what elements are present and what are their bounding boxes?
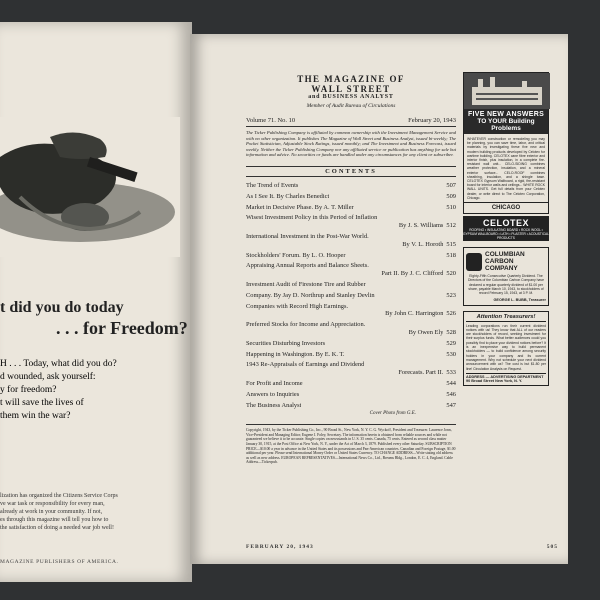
chicago-label: CHICAGO — [464, 202, 548, 213]
ad-body-line: y for freedom? — [0, 385, 57, 395]
contents-entry[interactable] — [246, 214, 456, 222]
contents-page-number: 544 — [446, 379, 456, 387]
contents-title: The Trend of Events — [246, 181, 299, 189]
contents-entry[interactable] — [246, 182, 456, 190]
contents-entry[interactable] — [246, 193, 456, 201]
contents-heading: CONTENTS — [246, 166, 456, 177]
contents-author-row — [246, 270, 456, 278]
contents-page-number: 512 — [446, 222, 456, 230]
celotex-products: ROOFING • INSULATING BOARD • ROCK WOOL • GYPSUM WALLBOARD • LATH • PLASTER • ACOUSTICAL PRODUCTS — [463, 228, 549, 241]
columbian-name-line-1: COLUMBIAN — [485, 251, 525, 259]
magazine-subtitle: and BUSINESS ANALYST — [308, 94, 394, 100]
contents-title: Market in Decisive Phase. By A. T. Miller — [246, 203, 354, 211]
contents-author: By John C. Harrington — [385, 310, 444, 318]
cover-credit: Cover Photo from G.E. — [369, 411, 416, 417]
attention-treasurers-box — [463, 311, 549, 386]
celotex-advertisement — [463, 72, 549, 214]
magazine-title-line-2: WALL STREET — [311, 84, 391, 94]
columbian-carbon-advertisement — [463, 247, 549, 305]
ad-body-line: H . . . Today, what did you do? — [0, 359, 117, 369]
celotex-headline — [464, 109, 548, 134]
contents-page-number — [453, 281, 456, 289]
contents-title: The Business Analyst — [246, 401, 302, 409]
contents-page-number — [453, 233, 456, 241]
contents-page-number: 515 — [446, 240, 456, 248]
audit-bureau-line: Member of Audit Bureau of Circulations — [306, 103, 396, 109]
advertisement-column — [463, 72, 549, 386]
contents-page-number: 509 — [446, 192, 456, 200]
ad-headline-line-2: . . . for Freedom? — [56, 318, 188, 338]
contents-entry[interactable] — [246, 303, 456, 311]
contents-entry[interactable] — [246, 351, 456, 359]
contents-entry[interactable] — [246, 340, 456, 348]
contents-page-number: 526 — [446, 310, 456, 318]
contents-author: Part II. By J. C. Clifford — [381, 270, 444, 278]
advertising-address: ADDRESS — ADVERTISING DEPARTMENT 90 Broad Street New York, N. Y. — [466, 373, 546, 383]
contents-page-number: 520 — [446, 270, 456, 278]
contents-page-number: 546 — [446, 390, 456, 398]
columbian-logo-icon — [466, 253, 482, 271]
columbian-name — [485, 251, 546, 272]
left-page-footer: MAGAZINE PUBLISHERS OF AMERICA. — [0, 559, 119, 565]
volume-row — [246, 117, 456, 127]
publisher-statement: The Ticker Publishing Company is affiliated by common ownership with the Investment Management Service and with no other organization. It publishes The Magazine of Wall Street and Business Analyst, issued bi-weekly; The Pocket Statistician, Adjustable Stock Ratings, issued monthly; and The Investment and Business Forecast, issued weekly. Neither the Ticker Publishing Company nor any affiliated service or publication has anything for sale but information and advice. No securities or funds are handled under any circumstances for any client or subscriber. — [246, 130, 456, 158]
contents-title: Securities Disturbing Investors — [246, 339, 326, 347]
ad-body-line: them win the war? — [0, 411, 71, 421]
magazine-title-line-1: THE MAGAZINE OF — [297, 74, 405, 84]
contents-title: Happening in Washington. By E. K. T. — [246, 350, 345, 358]
contents-page-number: 547 — [446, 401, 456, 409]
contents-page-number: 507 — [446, 181, 456, 189]
volume-number: Volume 71. No. 10 — [246, 117, 296, 124]
ad-body-line: d wounded, ask yourself: — [0, 372, 96, 382]
contents-page-number: 529 — [446, 339, 456, 347]
contents-page-number — [453, 321, 456, 329]
contents-title: Wisest Investment Policy in this Period of Inflation — [246, 214, 378, 222]
footer-date: FEBRUARY 20, 1943 — [246, 544, 314, 550]
contents-author-row — [246, 241, 456, 249]
contents-author: By J. S. Williams — [398, 222, 444, 230]
contents-page-number: 528 — [446, 328, 456, 336]
ad-small-line: already at work in your community. If not, — [0, 509, 103, 515]
ad-body — [0, 358, 117, 423]
contents-column — [246, 74, 456, 465]
factory-icon — [464, 73, 550, 109]
contents-title: Company. By Jay D. Northrup and Stanley Devlin — [246, 291, 375, 299]
columbian-header — [466, 251, 546, 272]
contents-page-number — [453, 262, 456, 270]
contents-author: By V. L. Horoth — [402, 240, 444, 248]
contents-page-number — [453, 214, 456, 222]
factory-illustration — [464, 73, 548, 109]
attention-body: Leading corporations run their current dividend notices with us! They know that ALL of our readers are stockholders of record, seeking investment for their surplus funds. What better audiences could you possibly find to place your dividend notices before? It is an inexpensive way to build permanent stockholders — to build confidence among security holders in your company and its current management. Why not schedule your next dividend announcement with us? The cost is but $1.80 per line! Circulation Analysis on Request. — [466, 323, 546, 371]
contents-page-number: 510 — [446, 203, 456, 211]
contents-page-number: 518 — [446, 251, 456, 259]
contents-page — [190, 34, 568, 564]
contents-list — [246, 182, 456, 409]
issue-date: February 20, 1943 — [408, 117, 456, 124]
ad-headline-line-1: t did you do today — [0, 299, 124, 316]
contents-entry[interactable] — [246, 361, 456, 369]
contents-page-footer — [246, 544, 558, 550]
contents-author-row — [246, 369, 456, 377]
celotex-headline-line-2: TO YOUR Building Problems — [477, 118, 535, 132]
contents-page-number: 530 — [446, 350, 456, 358]
contents-title: International Investment in the Post-War World. — [246, 232, 369, 240]
contents-entry[interactable] — [246, 380, 456, 388]
copyright-notice: Copyright, 1943, by the Ticker Publishing Co., Inc., 90 Broad St., New York, N. Y. C. G. Wyckoff, President and Treasurer. Laurence Jonn, Vice-President and Managing Editor; Eugene J. Foley, Secretary. The information herein is obtained from reliable sources and while not guaranteed we believe it to be accurate. Single copies on newsstands in U. S. 35 cents. Canada, 75 cents. Entered as second class matter January 30, 1915, at the Post Office at New York, N. Y., under the Act of March 3, 1879. Published every other Saturday. SUBSCRIPTION PRICE—$10.00 a year in advance in the United States and its possessions and Pan-American countries. Canadian and Foreign Postage, $1.00 additional per year. Please send International Money Order or United States Currency. TO CHANGE ADDRESS—Write stating old address as well as new address. EUROPEAN REPRESENTATIVES—International News Co., Ltd., Breams Bldg., London, E. C. 4, England. Cable Address—Tickerpub. — [246, 424, 456, 465]
contents-author-row — [246, 310, 456, 318]
attention-heading: Attention Treasurers! — [466, 314, 546, 322]
columbian-dividend-notice: Eighty-Fifth Consecutive Quarterly Dividend. The Directors of the Columbian Carbon Company have declared a regular quarterly dividend of $1.00 per share, payable March 10, 1943, to stockholders of record February 15, 1943, at 3 P. M. — [468, 274, 544, 296]
contents-author-row — [246, 222, 456, 230]
contents-title: Investment Audit of Firestone Tire and Rubber — [246, 280, 366, 288]
footer-page-number: 505 — [546, 544, 558, 550]
contents-title: For Profit and Income — [246, 379, 303, 387]
ad-body-line: t will save the lives of — [0, 398, 84, 408]
contents-page-number — [453, 361, 456, 369]
contents-title: 1943 Re-Appraisals of Earnings and Dividend — [246, 361, 365, 369]
contents-author: By Owen Ely — [408, 328, 444, 336]
celotex-headline-line-1: FIVE NEW ANSWERS — [467, 111, 545, 118]
contents-author-row — [246, 329, 456, 337]
ad-small-print — [0, 492, 185, 532]
contents-page-number — [453, 303, 456, 311]
contents-entry[interactable] — [246, 281, 456, 289]
contents-entry[interactable] — [246, 292, 456, 300]
ad-small-line: lization has organized the Citizens Service Corps — [0, 493, 118, 499]
columbian-name-line-2: CARBON COMPANY — [485, 258, 518, 273]
contents-entry[interactable] — [246, 321, 456, 329]
contents-entry[interactable] — [246, 262, 456, 270]
celotex-logo-banner — [463, 216, 549, 241]
contents-entry[interactable] — [246, 233, 456, 241]
contents-title: As I See It. By Charles Benedict — [246, 192, 330, 200]
contents-title: Stockholders' Forum. By L. O. Hooper — [246, 251, 346, 259]
ad-small-line: the satisfaction of doing a needed war job well! — [0, 525, 114, 531]
columbian-signature: GEORGE L. BUBB, Treasurer — [493, 297, 546, 302]
contents-entry[interactable] — [246, 252, 456, 260]
contents-page-number: 533 — [446, 369, 456, 377]
left-page-advertisement — [0, 22, 192, 582]
contents-author: Forecasts. Part II. — [398, 369, 444, 377]
ad-small-line: ve war task or responsibility for every man, — [0, 501, 105, 507]
contents-entry[interactable] — [246, 402, 456, 410]
contents-title: Answers to Inquiries — [246, 390, 300, 398]
contents-entry[interactable] — [246, 204, 456, 212]
celotex-body: WHATEVER construction or remodeling you may be planning, you can save time, labor, and critical materials by investigating these five new and modern building products developed by Celotex for wartime building. CELOTEX cane fibre exterior and interior finish, plus insulation, in a complete fire-resistant wall unit... CELO-SIDING combines weather protection, insulation, and a mineral exterior surface... CELO-ROOF combines sheathing, insulation, and a shingle base. CELOTEX Gypsum Wallboard, a rigid, fire-resistant board for interior walls and ceilings... WHITE ROCK WALL UNITS. Get full details from your Celotex dealer, or write direct to The Celotex Corporation, Chicago. — [467, 137, 545, 200]
contents-title: Appraising Annual Reports and Balance Sheets. — [246, 262, 369, 270]
fallen-soldier-illustration — [0, 117, 180, 257]
celotex-logo: CELOTEX — [482, 218, 529, 229]
contents-page-number: 523 — [446, 291, 456, 299]
contents-title: Companies with Record High Earnings. — [246, 302, 349, 310]
ad-small-line: es through this magazine will tell you how to — [0, 517, 109, 523]
contents-entry[interactable] — [246, 391, 456, 399]
contents-title: Preferred Stocks for Income and Appreciation. — [246, 321, 366, 329]
